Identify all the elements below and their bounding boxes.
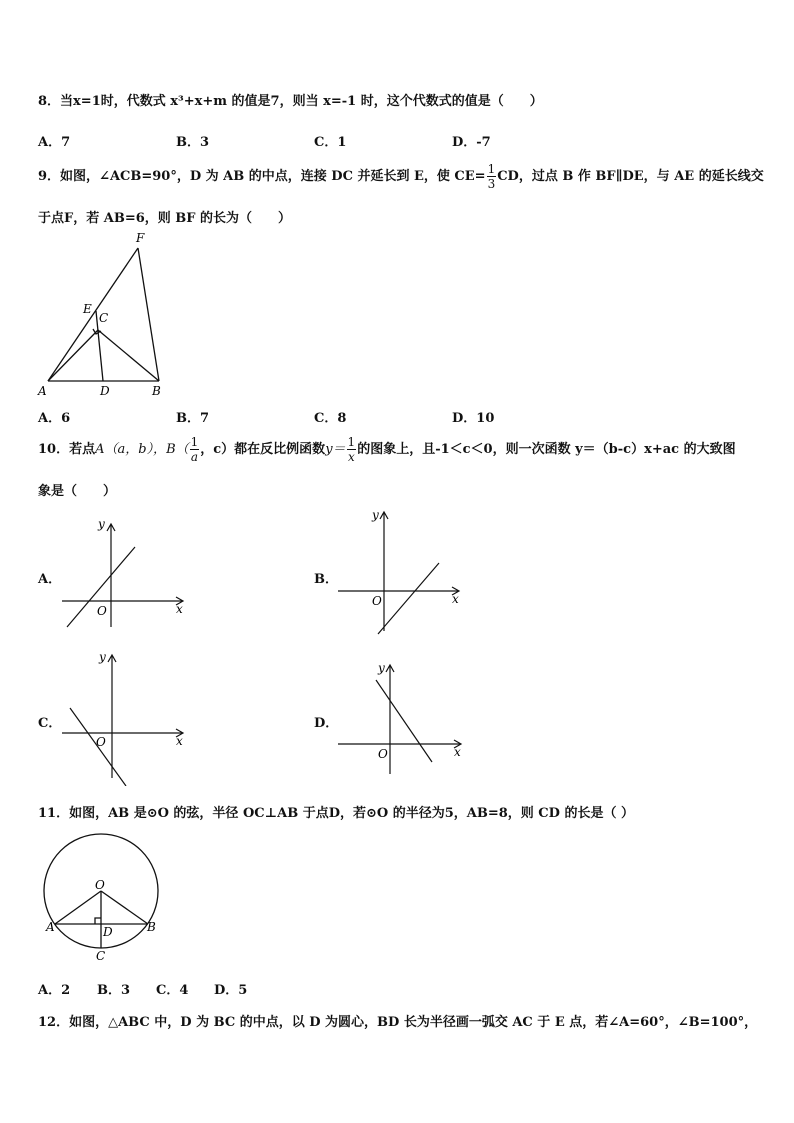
- q11-label-b: B: [147, 920, 156, 934]
- q8-stem: 8．当x=1时，代数式 x³+x+m 的值是7，则当 x=-1 时，这个代数式的值是（ ）: [38, 94, 543, 109]
- q9-label-c: C: [99, 311, 109, 325]
- q9-figure: [30, 228, 180, 400]
- q12-stem: 12．如图，△ABC 中，D 为 BC 的中点，以 D 为圆心，BD 长为半径画一弧交 AC 于 E 点，若∠A=60°，∠B=100°，: [38, 1015, 758, 1030]
- q11-option-b: B．3: [97, 983, 131, 998]
- q10-c-y-label: y: [99, 650, 106, 664]
- q10-f2-den: x: [347, 450, 355, 464]
- q10-f1-num: 1: [190, 435, 199, 449]
- q11-option-c: C．4: [156, 983, 189, 998]
- q11-option-a: A．2: [38, 983, 71, 998]
- q10-a-y-label: y: [98, 517, 105, 531]
- q11-right-angle-mark: [95, 918, 101, 924]
- q9-option-a: A．6: [38, 411, 71, 426]
- q11-label-c: C: [96, 949, 106, 963]
- q10-option-c-label: C．: [38, 716, 62, 731]
- q11-segment-oa: [55, 891, 101, 924]
- q9-option-b: B．7: [176, 411, 210, 426]
- q9-option-d: D．10: [452, 411, 495, 426]
- q8-option-a: A．7: [38, 135, 71, 150]
- q9-segment-cb: [98, 330, 159, 381]
- q9-stem-b: CD，过点 B 作 BF∥DE，与 AE 的延长线交: [497, 169, 764, 184]
- q10-point-b: B（: [166, 442, 189, 457]
- q10-c-origin: O: [96, 735, 106, 749]
- q9-stem-a: 9．如图，∠ACB=90°，D 为 AB 的中点，连接 DC 并延长到 E，使 CE=: [38, 169, 486, 184]
- q10-a-x-label: x: [176, 602, 183, 616]
- q11-stem: 11．如图，AB 是⊙O 的弦，半径 OC⊥AB 于点D，若⊙O 的半径为5，AB=8，则 CD 的长是（ ）: [38, 806, 634, 821]
- q8-option-b: B．3: [176, 135, 210, 150]
- q10-stem-a: 10．若点: [38, 442, 96, 457]
- q9-label-e: E: [83, 302, 92, 316]
- q10-y-eq: y＝: [325, 442, 346, 457]
- q9-label-b: B: [152, 384, 161, 398]
- q10-point-b-end: ，c）都在反比例函数: [200, 442, 326, 457]
- q9-segment-af: [48, 248, 138, 381]
- q11-figure: [38, 833, 163, 965]
- q9-fraction: [487, 163, 497, 190]
- q10-stem-b: 的图象上，且-1＜c＜0，则一次函数 y＝（b-c）x+ac 的大致图: [357, 442, 736, 457]
- q10-stem-line2: 象是（ ）: [38, 484, 117, 499]
- q10-fraction-2: [347, 436, 357, 463]
- q9-frac-den: 3: [487, 177, 496, 191]
- q10-f2-num: 1: [347, 435, 356, 449]
- q10-stem-line1: [38, 436, 736, 463]
- q10-a-origin: O: [97, 604, 107, 618]
- q10-b-line: [378, 563, 439, 634]
- q11-segment-ob: [101, 891, 148, 924]
- q9-label-a: A: [38, 384, 47, 398]
- q10-option-a-label: A．: [38, 572, 62, 587]
- q10-d-y-label: y: [378, 661, 385, 675]
- q9-label-f: F: [136, 231, 145, 245]
- q10-b-x-label: x: [452, 592, 459, 606]
- q10-point-a: A（a，b），: [95, 442, 167, 457]
- q10-graph-a: [58, 515, 193, 633]
- q11-option-d: D．5: [214, 983, 248, 998]
- q9-segment-fb: [138, 248, 159, 381]
- q8-option-c: C．1: [314, 135, 347, 150]
- q10-option-d-label: D．: [314, 716, 339, 731]
- q10-d-origin: O: [378, 747, 388, 761]
- q10-d-x-label: x: [454, 745, 461, 759]
- q10-f1-den: a: [190, 450, 199, 464]
- q10-graph-b: [334, 505, 469, 640]
- q10-c-x-label: x: [176, 734, 183, 748]
- q11-label-a: A: [46, 920, 55, 934]
- q9-frac-num: 1: [487, 162, 496, 176]
- q10-fraction-1: [190, 436, 200, 463]
- q10-option-b-label: B．: [314, 572, 338, 587]
- q9-stem-line2: 于点F，若 AB=6，则 BF 的长为（ ）: [38, 211, 292, 226]
- q9-segment-ac: [48, 330, 98, 381]
- q8-option-d: D．-7: [452, 135, 491, 150]
- q9-label-d: D: [100, 384, 110, 398]
- q11-label-o: O: [95, 878, 105, 892]
- q9-option-c: C．8: [314, 411, 347, 426]
- q10-b-y-label: y: [372, 508, 379, 522]
- q9-stem-line1: [38, 163, 764, 190]
- q10-graph-d: [334, 658, 469, 776]
- q10-b-origin: O: [372, 594, 382, 608]
- q10-graph-c: [58, 648, 193, 786]
- q11-label-d: D: [103, 925, 113, 939]
